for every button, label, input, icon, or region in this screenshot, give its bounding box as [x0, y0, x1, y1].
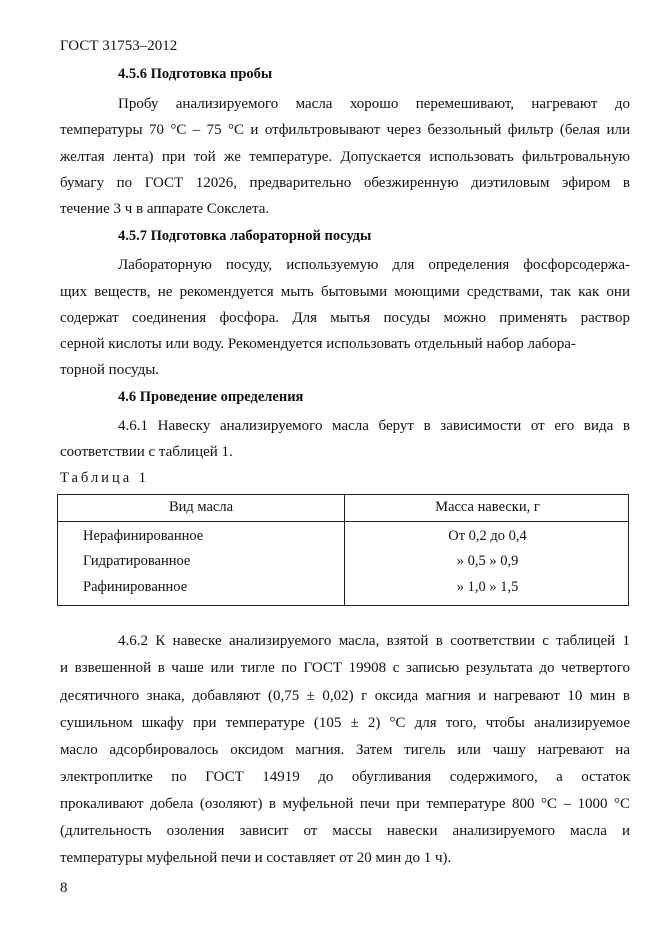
- section-heading-4-5-6: 4.5.6 Подготовка пробы: [118, 66, 273, 82]
- paragraph-line: торной посуды.: [60, 362, 160, 378]
- table-cell: Нерафинированное: [83, 528, 204, 544]
- table-caption: Таблица 1: [60, 470, 150, 486]
- paragraph-line: сушильном шкафу при температуре (105 ± 2) °С для того, чтобы анализируемое: [60, 715, 630, 731]
- paragraph-line: Пробу анализируемого масла хорошо перемешивают, нагревают до: [118, 96, 630, 112]
- paragraph-line: десятичного знака, добавляют (0,75 ± 0,02) г оксида магния и нагревают 10 мин в: [60, 688, 630, 704]
- table-cell: » 0,5 » 0,9: [456, 553, 519, 569]
- document-header: ГОСТ 31753–2012: [60, 38, 178, 54]
- table-cell: » 1,0 » 1,5: [456, 579, 519, 595]
- paragraph-line: и взвешенной в чаше или тигле по ГОСТ 19908 с записью результата до четвертого: [60, 660, 630, 676]
- section-heading-4-5-7: 4.5.7 Подготовка лабораторной посуды: [118, 228, 372, 244]
- paragraph-line: содержат соединения фосфора. Для мытья посуды можно применять раствор: [60, 310, 630, 326]
- paragraph-line: температуры 70 °С – 75 °С и отфильтровывают через беззольный фильтр (белая или: [60, 122, 630, 138]
- paragraph-line: серной кислоты или воду. Рекомендуется использовать отдельный набор лабора-: [60, 336, 576, 352]
- paragraph-line: соответствии с таблицей 1.: [60, 444, 233, 460]
- table-cell: Гидратированное: [83, 553, 191, 569]
- paragraph-line: желтая лента) при той же температуре. Допускается использовать фильтровальную: [60, 149, 630, 165]
- paragraph-line: электроплитке по ГОСТ 14919 до обугливания содержимого, а остаток: [60, 769, 630, 785]
- table-header-sample-mass: Масса навески, г: [435, 499, 540, 515]
- page-number: 8: [60, 880, 68, 896]
- table-header-oil-type: Вид масла: [168, 499, 234, 515]
- paragraph-line: течение 3 ч в аппарате Сокслета.: [60, 201, 270, 217]
- paragraph-line: щих веществ, не рекомендуется мыть бытовыми моющими средствами, так как они: [60, 284, 630, 300]
- table-header-divider: [58, 521, 628, 522]
- paragraph-line: масло адсорбировалось оксидом магния. Затем тигель или чашу нагревают на: [60, 742, 630, 758]
- table-cell: От 0,2 до 0,4: [448, 528, 527, 544]
- paragraph-line: прокаливают добела (озоляют) в муфельной печи при температуре 800 °С – 1000 °С: [60, 796, 630, 812]
- table-cell: Рафинированное: [83, 579, 188, 595]
- paragraph-line: (длительность озоления зависит от массы навески анализируемого масла и: [60, 823, 630, 839]
- paragraph-line: 4.6.2 К навеске анализируемого масла, взятой в соответствии с таблицей 1: [118, 633, 630, 649]
- paragraph-line: бумагу по ГОСТ 12026, предварительно обезжиренную диэтиловым эфиром в: [60, 175, 630, 191]
- paragraph-line: 4.6.1 Навеску анализируемого масла берут в зависимости от его вида в: [118, 418, 630, 434]
- paragraph-line: Лабораторную посуду, используемую для определения фосфорсодержа-: [118, 257, 630, 273]
- table-1: [57, 494, 629, 606]
- paragraph-line: температуры муфельной печи и составляет от 20 мин до 1 ч).: [60, 850, 452, 866]
- section-heading-4-6: 4.6 Проведение определения: [118, 389, 304, 405]
